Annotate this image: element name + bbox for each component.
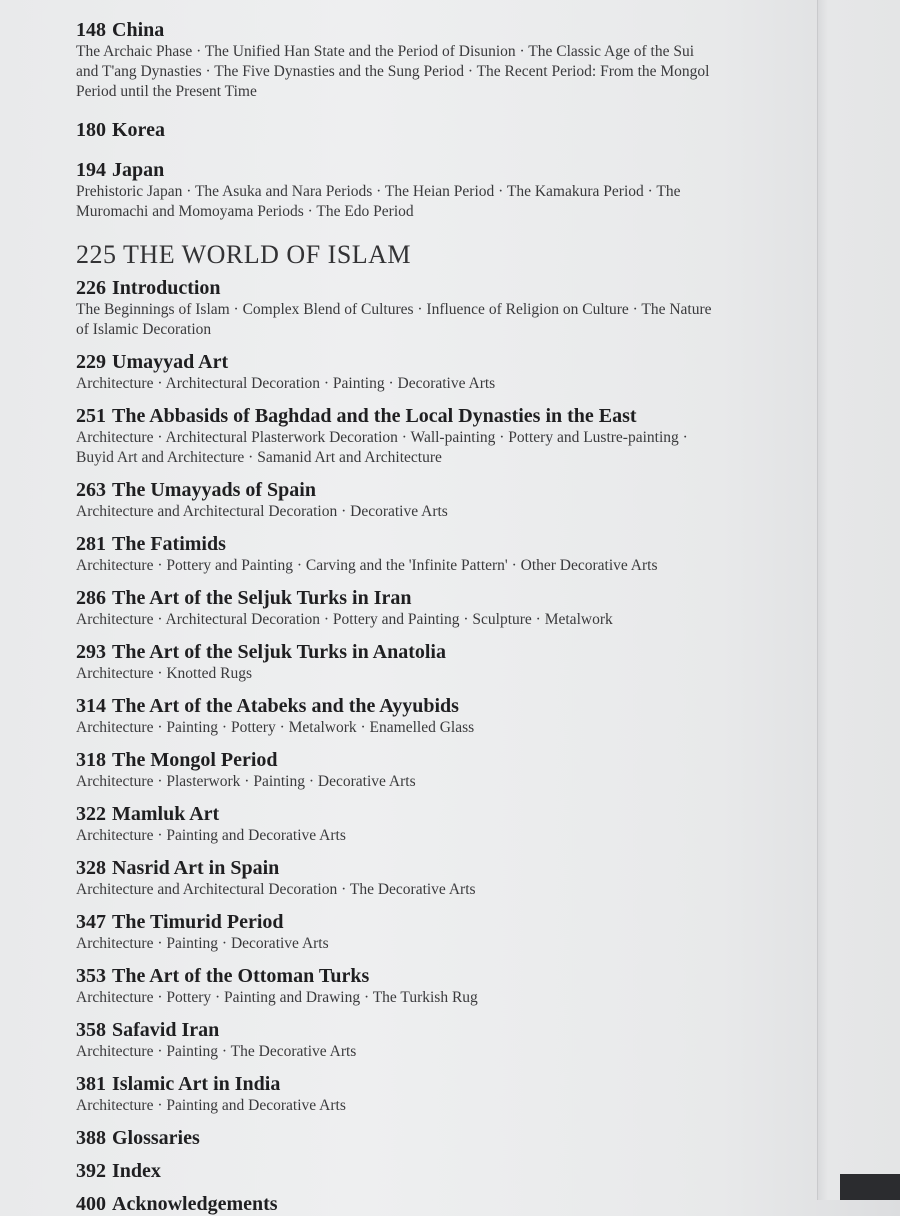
page-number: 194: [76, 159, 106, 181]
page-number: 263: [76, 479, 106, 501]
chapter-title: The Timurid Period: [112, 911, 284, 933]
entry-subtopics: Prehistoric Japan · The Asuka and Nara Periods · The Heian Period · The Kamakura Period · The Muromachi and Momoyama Periods · The Edo Period: [76, 183, 681, 220]
page-number: 318: [76, 749, 106, 771]
page-number: 148: [76, 19, 106, 41]
entry-subtopics: Architecture · Painting and Decorative Arts: [76, 827, 346, 844]
chapter-title: Introduction: [112, 277, 221, 299]
entry-subtopics: Architecture · Painting · Decorative Arts: [76, 935, 329, 952]
chapter-title: China: [112, 19, 165, 41]
entry-subtopics: Architecture · Knotted Rugs: [76, 665, 253, 682]
entry-title: [76, 586, 796, 610]
chapter-title: Islamic Art in India: [112, 1073, 281, 1095]
page-number: 400: [76, 1193, 106, 1215]
toc-entry: [76, 478, 796, 522]
entry-subtopics: The Archaic Phase · The Unified Han State and the Period of Disunion · The Classic Age of the Sui and T'ang Dynasties · The Five Dynasties and the Sung Period · The Recent Period: From the Mongol Period until the Present Time: [76, 43, 710, 100]
entry-title: [76, 1159, 796, 1183]
entry-subtopics: Architecture · Painting · The Decorative Arts: [76, 1043, 357, 1060]
chapter-title: The Art of the Atabeks and the Ayyubids: [112, 695, 459, 717]
chapter-title: Index: [112, 1160, 161, 1182]
toc-entry: [76, 586, 796, 630]
toc-entry: [76, 18, 796, 102]
page-number: 226: [76, 277, 106, 299]
entry-subtopics: Architecture · Painting · Pottery · Metalwork · Enamelled Glass: [76, 719, 475, 736]
entry-subtopics: Architecture · Pottery and Painting · Carving and the 'Infinite Pattern' · Other Decorative Arts: [76, 557, 658, 574]
entry-title: [76, 1192, 796, 1216]
page-number: 322: [76, 803, 106, 825]
toc-entry: [76, 1126, 796, 1150]
page-number: 347: [76, 911, 106, 933]
entry-subtopics: Architecture and Architectural Decoration · The Decorative Arts: [76, 881, 476, 898]
toc-entry: [76, 964, 796, 1008]
toc-entry: [76, 694, 796, 738]
entry-subtopics: The Beginnings of Islam · Complex Blend of Cultures · Influence of Religion on Culture · The Nature of Islamic Decoration: [76, 301, 712, 338]
opposite-page-edge: [817, 0, 900, 1200]
toc-entry: [76, 532, 796, 576]
book-cover-corner: [840, 1174, 900, 1200]
entry-subtopics: Architecture · Architectural Decoration · Painting · Decorative Arts: [76, 375, 496, 392]
toc-entry: [76, 910, 796, 954]
toc-entry: [76, 1018, 796, 1062]
page-number: 281: [76, 533, 106, 555]
page-number: 358: [76, 1019, 106, 1041]
entry-title: [76, 404, 796, 428]
chapter-title: Korea: [112, 119, 165, 141]
toc-entry: [76, 158, 796, 222]
toc-entry: [76, 640, 796, 684]
entry-subtopics: Architecture · Pottery · Painting and Drawing · The Turkish Rug: [76, 989, 478, 1006]
toc-entry: [76, 748, 796, 792]
entry-title: [76, 478, 796, 502]
entry-title: [76, 1126, 796, 1150]
table-of-contents: [76, 18, 796, 1216]
entry-title: [76, 532, 796, 556]
top-entries: [76, 18, 796, 222]
entry-title: [76, 802, 796, 826]
chapter-title: The Fatimids: [112, 533, 226, 555]
page-number: 314: [76, 695, 106, 717]
chapter-title: The Mongol Period: [112, 749, 278, 771]
page-number: 293: [76, 641, 106, 663]
section-entries: [76, 276, 796, 1216]
chapter-title: Acknowledgements: [112, 1193, 278, 1215]
entry-subtopics: Architecture · Painting and Decorative Arts: [76, 1097, 346, 1114]
toc-entry: [76, 350, 796, 394]
entry-title: [76, 350, 796, 374]
toc-entry: [76, 1192, 796, 1216]
section-title: THE WORLD OF ISLAM: [123, 240, 412, 269]
entry-title: [76, 18, 796, 42]
entry-title: [76, 276, 796, 300]
chapter-title: Mamluk Art: [112, 803, 220, 825]
entry-title: [76, 694, 796, 718]
page-number: 328: [76, 857, 106, 879]
entry-title: [76, 910, 796, 934]
entry-subtopics: Architecture · Architectural Plasterwork Decoration · Wall-painting · Pottery and Lustre-painting · Buyid Art and Architecture · Samanid Art and Architecture: [76, 429, 688, 466]
entry-title: [76, 964, 796, 988]
section-number: 225: [76, 240, 117, 269]
toc-entry: [76, 1159, 796, 1183]
toc-entry: [76, 118, 796, 142]
entry-title: [76, 158, 796, 182]
entry-subtopics: Architecture and Architectural Decoration · Decorative Arts: [76, 503, 448, 520]
page-number: 381: [76, 1073, 106, 1095]
chapter-title: Umayyad Art: [112, 351, 229, 373]
section-heading: [76, 240, 796, 270]
chapter-title: Nasrid Art in Spain: [112, 857, 280, 879]
toc-entry: [76, 276, 796, 340]
page-number: 353: [76, 965, 106, 987]
chapter-title: Glossaries: [112, 1127, 200, 1149]
toc-entry: [76, 856, 796, 900]
entry-title: [76, 640, 796, 664]
entry-title: [76, 118, 796, 142]
entry-title: [76, 856, 796, 880]
chapter-title: The Art of the Seljuk Turks in Iran: [112, 587, 412, 609]
chapter-title: The Abbasids of Baghdad and the Local Dynasties in the East: [112, 405, 637, 427]
entry-title: [76, 748, 796, 772]
toc-entry: [76, 404, 796, 468]
toc-entry: [76, 802, 796, 846]
page-number: 392: [76, 1160, 106, 1182]
page-number: 229: [76, 351, 106, 373]
chapter-title: Japan: [112, 159, 165, 181]
entry-title: [76, 1018, 796, 1042]
chapter-title: The Art of the Seljuk Turks in Anatolia: [112, 641, 446, 663]
page-number: 388: [76, 1127, 106, 1149]
entry-subtopics: Architecture · Architectural Decoration · Pottery and Painting · Sculpture · Metalwork: [76, 611, 613, 628]
entry-title: [76, 1072, 796, 1096]
chapter-title: The Art of the Ottoman Turks: [112, 965, 370, 987]
page-number: 180: [76, 119, 106, 141]
chapter-title: Safavid Iran: [112, 1019, 220, 1041]
toc-entry: [76, 1072, 796, 1116]
chapter-title: The Umayyads of Spain: [112, 479, 316, 501]
entry-subtopics: Architecture · Plasterwork · Painting · Decorative Arts: [76, 773, 416, 790]
page-number: 286: [76, 587, 106, 609]
page-number: 251: [76, 405, 106, 427]
